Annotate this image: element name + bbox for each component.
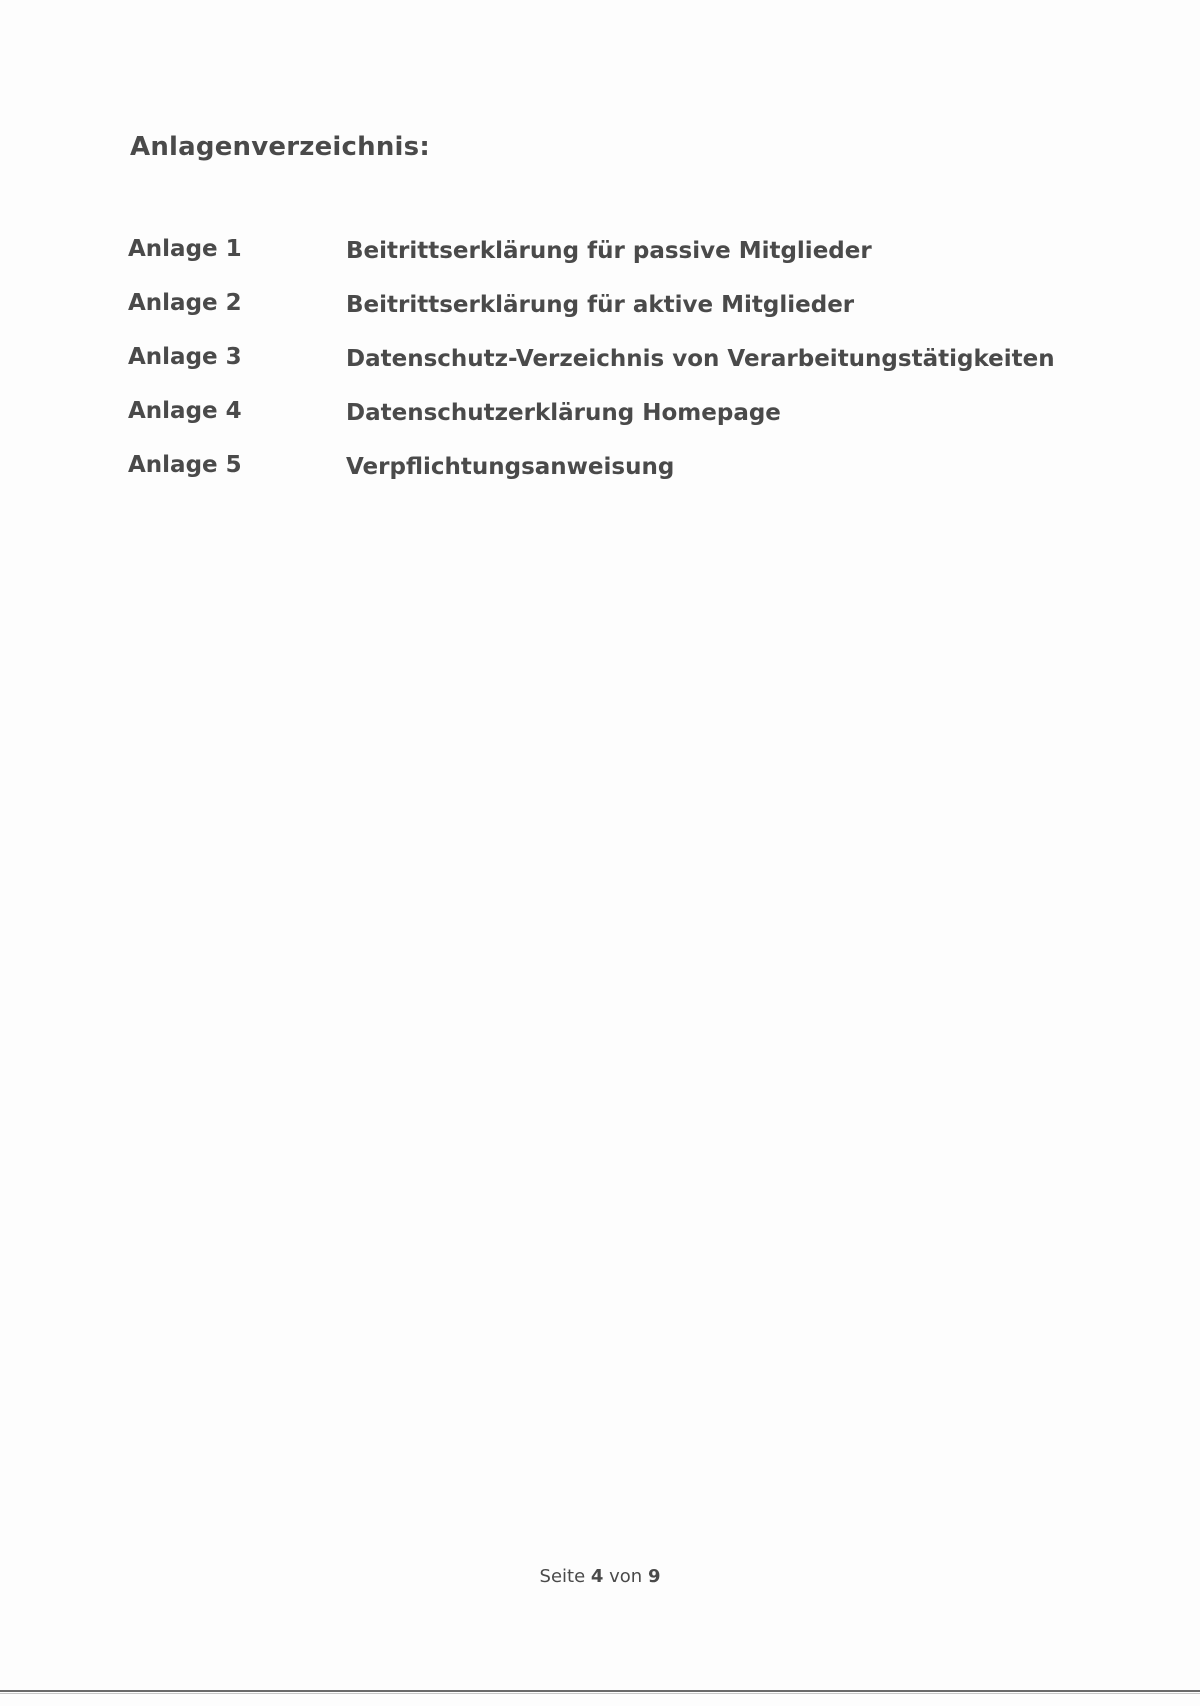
annex-title: Beitrittserklärung für aktive Mitglieder	[346, 292, 855, 318]
annex-title: Datenschutz-Verzeichnis von Verarbeitungstätigkeiten	[346, 346, 1055, 372]
annex-title: Beitrittserklärung für passive Mitglieder	[346, 238, 872, 264]
annex-title: Datenschutzerklärung Homepage	[346, 400, 781, 426]
page-footer	[0, 1566, 1200, 1587]
footer-middle: von	[603, 1566, 648, 1587]
annex-label: Anlage 5	[128, 452, 242, 478]
footer-total-pages: 9	[647, 1566, 661, 1587]
annex-label: Anlage 1	[128, 236, 242, 262]
scan-edge-shadow	[0, 1693, 1200, 1694]
annex-label: Anlage 2	[128, 290, 242, 316]
annex-title: Verpflichtungsanweisung	[346, 454, 675, 480]
annex-label: Anlage 4	[128, 398, 242, 424]
footer-prefix: Seite	[539, 1566, 591, 1587]
footer-current-page: 4	[590, 1566, 604, 1587]
page-heading: Anlagenverzeichnis:	[130, 132, 430, 162]
annex-label: Anlage 3	[128, 344, 242, 370]
scan-edge-line	[0, 1690, 1200, 1692]
